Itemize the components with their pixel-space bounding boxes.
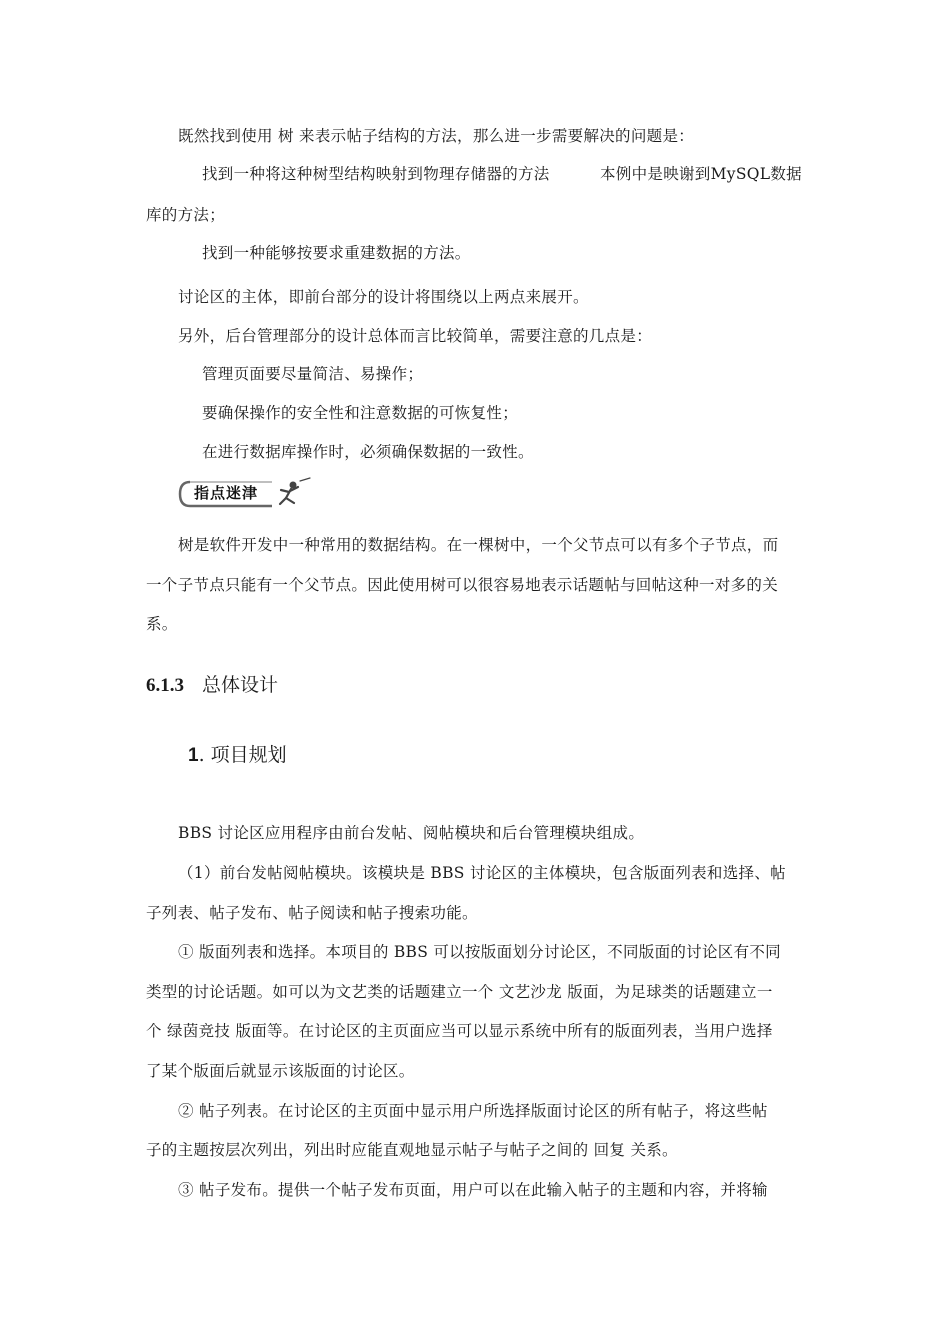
section-number: 6.1.3 (146, 675, 184, 696)
paragraph-text: ② 帖子列表。在讨论区的主页面中显示用户所选择版面讨论区的所有帖子，将这些帖 (178, 1102, 768, 1120)
paragraph-text: 找到一种能够按要求重建数据的方法。 (202, 244, 471, 262)
paragraph-text: （1）前台发帖阅帖模块。该模块是 BBS 讨论区的主体模块，包含版面列表和选择、帖 (178, 864, 786, 882)
section-heading (146, 672, 278, 699)
paragraph-text: ③ 帖子发布。提供一个帖子发布页面，用户可以在此输入帖子的主题和内容，并将输 (178, 1181, 768, 1199)
paragraph-text: 讨论区的主体，即前台部分的设计将围绕以上两点来展开。 (178, 288, 589, 306)
paragraph-text: 类型的讨论话题。如可以为文艺类的话题建立一个 文艺沙龙 版面，为足球类的话题建立一 (146, 983, 773, 1001)
paragraph-text: ① 版面列表和选择。本项目的 BBS 可以按版面划分讨论区，不同版面的讨论区有不同 (178, 943, 781, 961)
paragraph-text: 子的主题按层次列出，列出时应能直观地显示帖子与帖子之间的 回复 关系。 (146, 1141, 678, 1159)
paragraph-text: 系。 (146, 615, 178, 633)
paragraph-text: 库的方法； (146, 206, 226, 224)
section-title: 总体设计 (202, 674, 279, 696)
subsection-title: . 项目规划 (198, 744, 287, 766)
paragraph-text: 树是软件开发中一种常用的数据结构。在一棵树中，一个父节点可以有多个子节点，而 (178, 536, 779, 554)
paragraph-text: 另外，后台管理部分的设计总体而言比较简单，需要注意的几点是： (178, 327, 653, 345)
tip-badge-label: 指点迷津 (194, 484, 259, 502)
paragraph-text: 要确保操作的安全性和注意数据的可恢复性； (202, 404, 519, 422)
paragraph-text: BBS 讨论区应用程序由前台发帖、阅帖模块和后台管理模块组成。 (178, 824, 645, 842)
paragraph-text: 个 绿茵竞技 版面等。在讨论区的主页面应当可以显示系统中所有的版面列表，当用户选择 (146, 1022, 773, 1040)
tip-badge (176, 476, 316, 512)
paragraph-text: 既然找到使用 树 来表示帖子结构的方法，那么进一步需要解决的问题是： (178, 127, 695, 145)
paragraph-text: 在进行数据库操作时，必须确保数据的一致性。 (202, 443, 534, 461)
paragraph-text: 本例中是映谢到MySQL数据 (600, 165, 802, 183)
subsection-number: 1 (188, 745, 199, 766)
paragraph-text: 子列表、帖子发布、帖子阅读和帖子搜索功能。 (146, 904, 478, 922)
paragraph-text: 管理页面要尽量简洁、易操作； (202, 365, 424, 383)
paragraph-text: 找到一种将这种树型结构映射到物理存储器的方法 (202, 165, 550, 183)
subsection-heading (188, 742, 287, 769)
paragraph-text: 一个子节点只能有一个父节点。因此使用树可以很容易地表示话题帖与回帖这种一对多的关 (146, 576, 779, 594)
paragraph-text: 了某个版面后就显示该版面的讨论区。 (146, 1062, 415, 1080)
runner-icon (280, 478, 310, 504)
